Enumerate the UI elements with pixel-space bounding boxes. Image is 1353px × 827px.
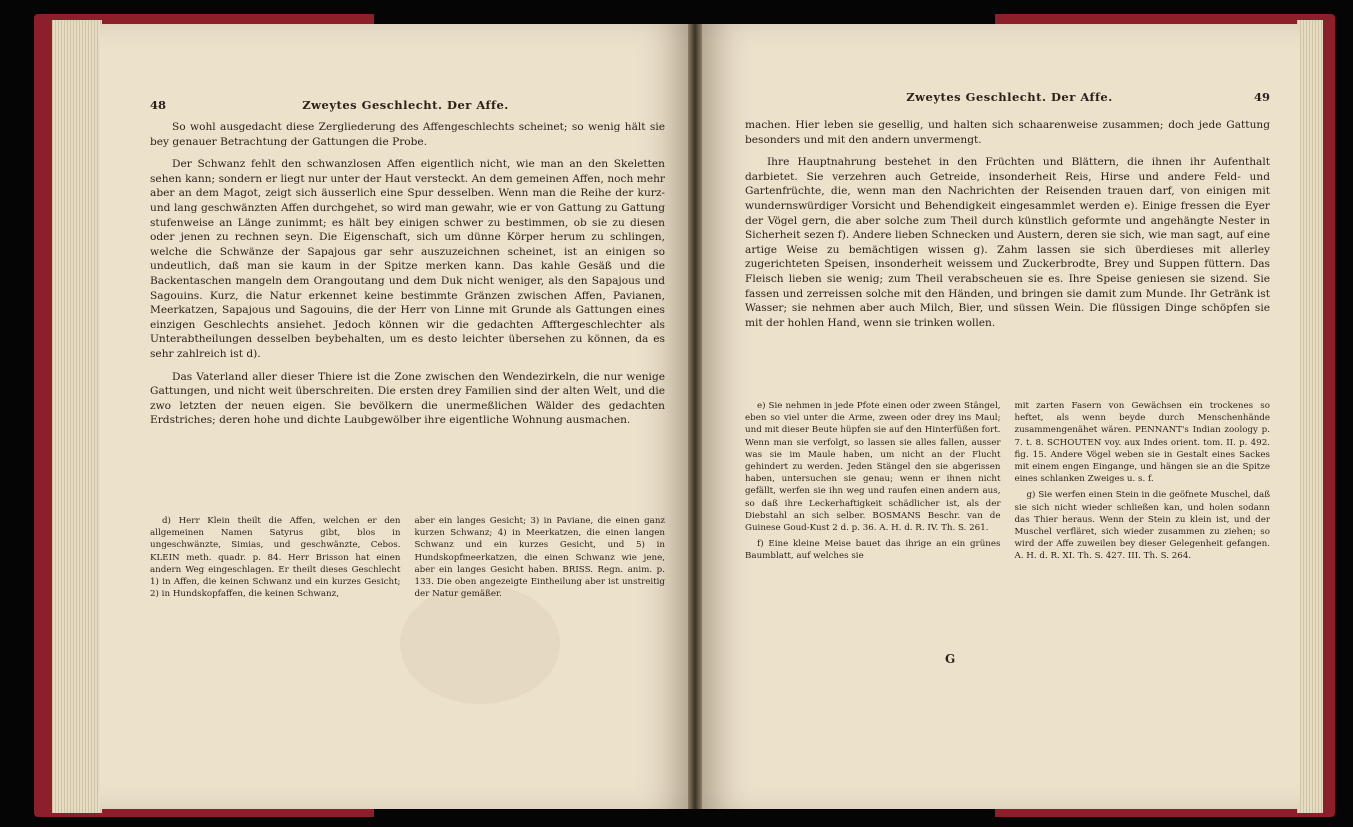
right-page-header (745, 90, 1270, 104)
footnote: f) Eine kleine Meise bauet das ihrige an ein grünes Baumblatt, auf welches sie (745, 539, 1001, 562)
footnote-column (1015, 400, 1271, 567)
paragraph: So wohl ausgedacht diese Zergliederung des Affengeschlechts scheinet; so wenig hält sie bey genauer Betrachtung der Gattungen die Probe. (150, 121, 665, 148)
page-number: 48 (150, 98, 167, 112)
left-page-header (150, 98, 665, 112)
paragraph: Ihre Hauptnahrung bestehet in den Früchten und Blättern, die ihnen ihr Aufenthalt darbietet. Sie verzehren auch Getreide, insonderheit Reis, Hirse und andere Feld- und Gartenfrüchte, die, wenn man den Nachrichten der Reisenden trauen darf, von einigen mit wundernswürdiger Vorsicht und Behendigkeit eingesammlet werden e). Einige fressen die Eyer der Vögel gern, die aber solche zum Theil durch künstlich geformte und angehängte Nester in Sicherheit sezen f). Andere lieben Schnecken und Austern, deren sie sich, wie man sagt, auf eine artige Weise zu bemächtigen wissen g). Zahm lassen sie sich überdieses mit allerley zugerichteten Speisen, insonderheit weissem und Zuckerbrodte, Brey und Suppen füttern. Das Fleisch lieben sie wenig; zum Theil verabscheuen sie es. Ihre Speise geniesen sie sizend. Sie fassen und zerreissen solche mit den Händen, und bringen sie damit zum Munde. Ihr Getränk ist Wasser; sie nehmen aber auch Milch, Bier, und süssen Wein. Die flüssigen Dinge schöpfen sie mit der hohlen Hand, wenn sie trinken wollen. (745, 156, 1270, 329)
footnote: aber ein langes Gesicht; 3) in Paviane, die einen ganz kurzen Schwanz; 4) in Meerkatzen, die einen langen Schwanz und ein kurzes Gesicht, und 5) in Hundskopfmeerkatzen, die einen Schwanz wie jene, aber ein langes Gesicht haben. BRISS. Regn. anim. p. 133. Die oben angezeigte Eintheilung aber ist unstreitig der Natur gemäßer. (414, 516, 665, 600)
paragraph: Das Vaterland aller dieser Thiere ist die Zone zwischen den Wendezirkeln, die nur wenige Gattungen, und nicht weit überschreiten. Die ersten drey Familien sind der alten Welt, und die zwo letzten der neuen eigen. Sie bevölkern die unermeßlichen Wälder des gedachten Erdstriches; deren hohe und dichte Laubgewölber ihre eigentliche Wohnung ausmachen. (150, 370, 665, 427)
running-title: Zweytes Geschlecht. Der Affe. (302, 98, 509, 112)
running-title: Zweytes Geschlecht. Der Affe. (906, 90, 1113, 104)
footnote: e) Sie nehmen in jede Pfote einen oder zween Stängel, eben so viel unter die Arme, zween oder drey ins Maul; und mit dieser Beute hüpfen sie auf den Hinterfüßen fort. Wenn man sie verfolgt, so lassen sie alles fallen, ausser was sie im Maule haben, um nicht an der Flucht gehindert zu werden. Jeden Stängel den sie abgerissen haben, untersuchen sie genau; wenn er ihnen nicht gefällt, werfen sie ihn weg und raufen einen andern aus, so daß ihre Leckerhaftigkeit schädlicher ist, als der Diebstahl an sich selber. BOSMANS Beschr. van de Guinese Goud-Kust 2 d. p. 36. A. H. d. R. IV. Th. S. 261. (745, 401, 1001, 534)
footnote: d) Herr Klein theilt die Affen, welchen er den allgemeinen Namen Satyrus gibt, blos in ungeschwänzte, Simias, und geschwänzte, Cebos. KLEIN meth. quadr. p. 84. Herr Brisson hat einen andern Weg eingeschlagen. Er theilt dieses Geschlecht 1) in Affen, die keinen Schwanz und ein kurzes Gesicht; 2) in Hundskopfaffen, die keinen Schwanz, (150, 516, 401, 600)
footnote-column (150, 515, 401, 604)
left-footnotes (150, 515, 665, 604)
footnote: mit zarten Fasern von Gewächsen ein trockenes so heftet, als wenn beyde durch Menschenhände zusammengenähet wären. PENNANT's Indian zoology p. 7. t. 8. SCHOUTEN voy. aux Indes orient. tom. II. p. 492. fig. 15. Andere Vögel weben sie in Gestalt eines Sackes mit einem engen Eingange, und hängen sie an die Spitze eines schlanken Zweiges u. s. f. (1014, 401, 1270, 485)
page-edges-right (1297, 20, 1323, 813)
paragraph: machen. Hier leben sie gesellig, und halten sich schaarenweise zusammen; doch jede Gattung besonders und mit den andern unvermengt. (745, 119, 1270, 146)
footnote: g) Sie werfen einen Stein in die geöfnete Muschel, daß sie sich nicht wieder schließen kan, und holen sodann das Thier heraus. Wenn der Stein zu klein ist, und der Muschel verfläret, sich wieder zusammen zu ziehen; so wird der Affe zuweilen bey dieser Gelegenheit gefangen. A. H. d. R. XI. Th. S. 427. III. Th. S. 264. (1014, 490, 1270, 562)
signature-mark: G (945, 652, 956, 666)
left-body-text (150, 120, 665, 436)
right-page-content (700, 0, 1300, 827)
page-edges-left (52, 20, 102, 813)
footnote-column (415, 515, 666, 604)
page-number: 49 (1253, 90, 1270, 104)
footnote-column (745, 400, 1001, 567)
right-footnotes (745, 400, 1270, 567)
right-body-text (745, 118, 1270, 338)
paragraph: Der Schwanz fehlt den schwanzlosen Affen eigentlich nicht, wie man an den Skeletten sehen kann; sondern er liegt nur unter der Haut versteckt. An dem gemeinen Affen, noch mehr aber an dem Magot, zeigt sich äusserlich eine Spur desselben. Wenn man die Reihe der kurz- und lang geschwänzten Affen durchgehet, so wird man gewahr, wie er von Gattung zu Gattung stufenweise an Länge zunimmt; es hält bey einigen schwer zu bestimmen, ob sie zu diesen oder jenen zu rechnen seyn. Die Eigenschaft, sich um dünne Körper herum zu schlingen, welche die Schwänze der Sapajous gar sehr auszuzeichnen scheinet, ist an einigen so undeutlich, daß man sie kaum in der Spitze merken kann. Das kahle Gesäß und die Backentaschen mangeln dem Orangoutang und dem Duk nicht weniger, als den Sapajous und Sagouins. Kurz, die Natur erkennet keine bestimmte Gränzen zwischen Affen, Pavianen, Meerkatzen, Sapajous und Sagouins, die der Herr von Linne mit Grunde als Gattungen eines einzigen Geschlechts ansiehet. Jedoch können wir die gedachten Afftergeschlechter als Unterabtheilungen desselben beybehalten, um es desto leichter übersehen zu können, da es sehr zahlreich ist d). (150, 158, 665, 360)
